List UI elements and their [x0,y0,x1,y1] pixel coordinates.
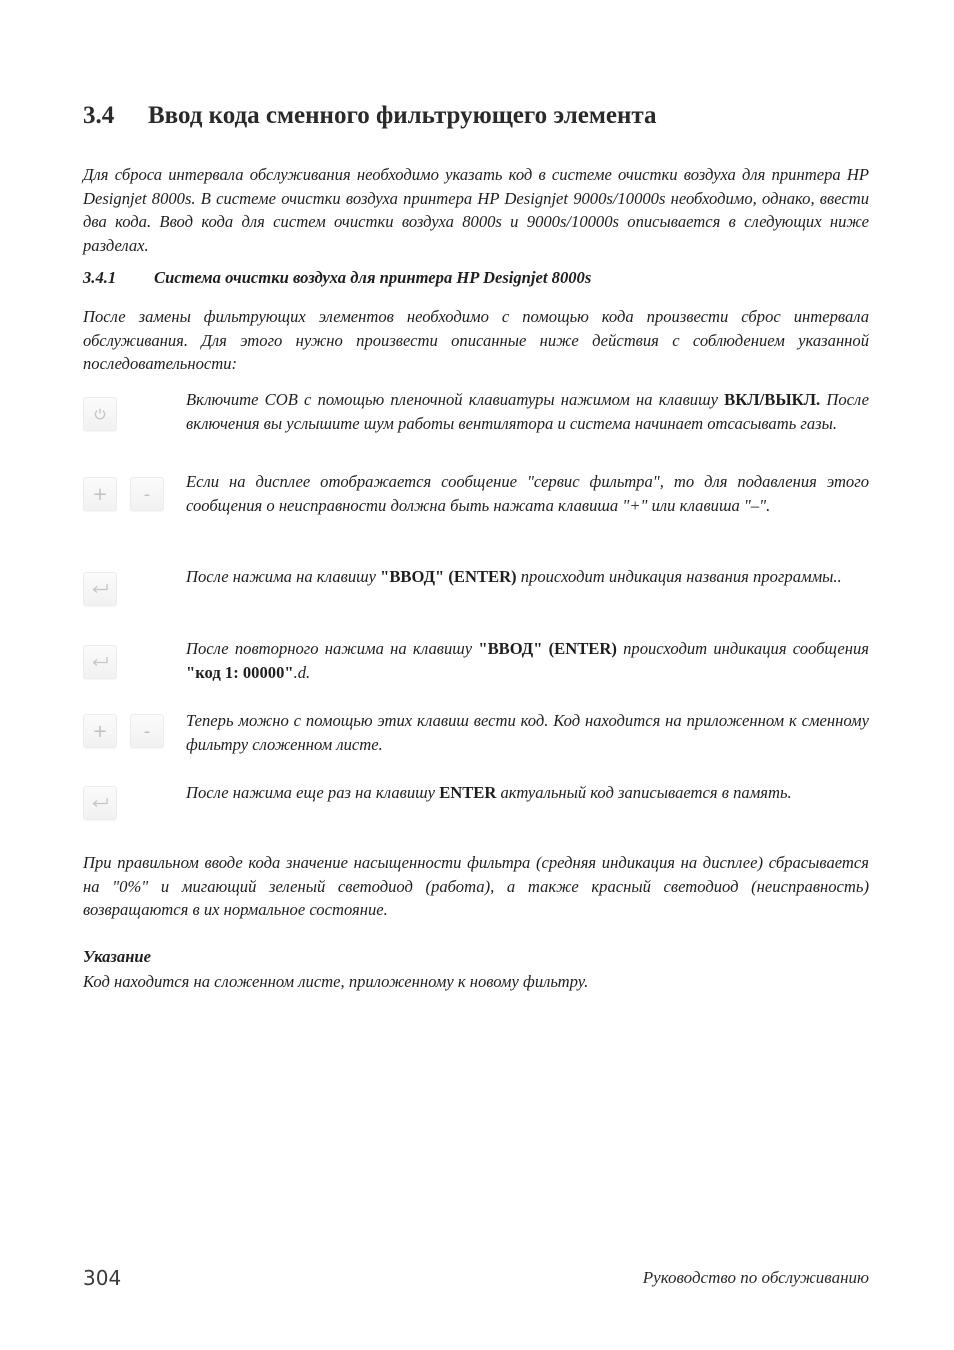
enter-icon [83,645,117,679]
intro-paragraph: Для сброса интервала обслуживания необходимо указать код в системе очистки воздуха для принтера HP Designjet 8000s. В системе очистки воздуха принтера HP Designjet 9000s/10000s необходимо, однако, ввести два кода. Ввод кода для систем очистки воздуха 8000s и 9000s/10000s описывается в следующих ниже разделах. [83,165,869,255]
plus-key-icon: + [83,714,117,748]
page-number: 304 [83,1266,122,1290]
power-icon [83,397,117,431]
note-text: Код находится на сложенном листе, приложенному к новому фильтру. [83,972,589,991]
subsection-number: 3.4.1 [83,268,117,287]
section-number: 3.4 [83,102,115,129]
step-6-text: После нажима еще раз на клавишу ENTER актуальный код записывается в память. [186,783,792,802]
section-heading [83,102,656,130]
minus-key-icon: - [130,477,164,511]
result-paragraph: При правильном вводе кода значение насыщенности фильтра (средняя индикация на дисплее) сбрасывается на "0%" и мигающий зеленый светодиод (работа), а также красный светодиод (неисправность) возвращаются в их нормальное состояние. [83,853,869,919]
note-title: Указание [83,947,152,966]
step-2-text: Если на дисплее отображается сообщение "сервис фильтра", то для подавления этого сообщения о неисправности должна быть нажата клавиша "+" или клавиша "–". [186,472,869,515]
subsection-heading [83,268,591,288]
step-3-text: После нажима на клавишу "ВВОД" (ENTER) происходит индикация названия программы.. [186,567,842,586]
step-1-text: Включите СОВ с помощью пленочной клавиатуры нажимом на клавишу ВКЛ/ВЫКЛ. После включения вы услышите шум работы вентилятора и система начинает отсасывать газы. [186,390,869,433]
section-title: Ввод кода сменного фильтрующего элемента [148,102,657,129]
enter-icon [83,786,117,820]
procedure-intro-paragraph: После замены фильтрующих элементов необходимо с помощью кода произвести сброс интервала обслуживания. Для этого нужно произвести описанные ниже действия с соблюдением указанной последовательности: [83,307,869,373]
subsection-title: Система очистки воздуха для принтера HP Designjet 8000s [154,268,592,287]
minus-key-icon: - [130,714,164,748]
plus-key-icon: + [83,477,117,511]
step-4-text: После повторного нажима на клавишу "ВВОД" (ENTER) происходит индикация сообщения "код 1: 00000".d. [186,639,869,682]
footer-title: Руководство по обслуживанию [642,1268,869,1287]
enter-icon [83,572,117,606]
step-5-text: Теперь можно с помощью этих клавиш вести код. Код находится на приложенном к сменному фильтру сложенном листе. [186,711,869,754]
